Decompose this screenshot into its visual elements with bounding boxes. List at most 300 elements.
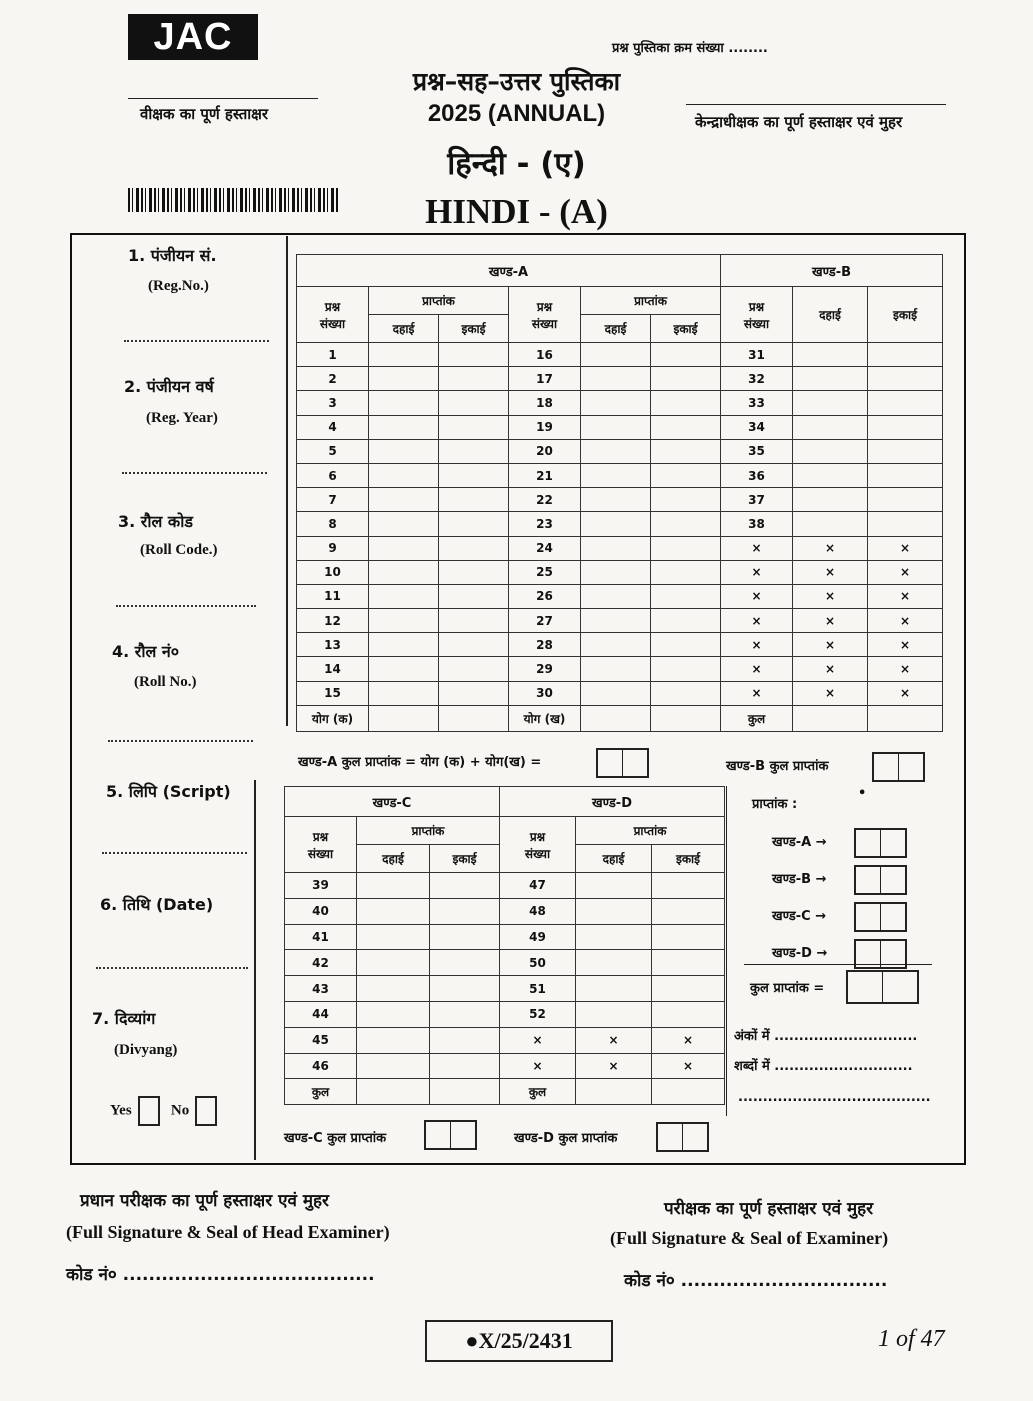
marks-cell[interactable] <box>652 1079 725 1105</box>
question-number: 9 <box>297 536 369 560</box>
cross-mark: × <box>868 584 943 608</box>
booklet-code: ●X/25/2431 <box>425 1320 613 1362</box>
table-row <box>297 560 943 584</box>
marks-cell[interactable] <box>793 463 868 487</box>
section-c-total-label: खण्ड-C कुल प्राप्तांक <box>284 1131 387 1146</box>
marks-cell[interactable] <box>581 657 651 681</box>
question-number: 8 <box>297 512 369 536</box>
marks-cell[interactable] <box>581 705 651 731</box>
marks-cell[interactable] <box>369 536 439 560</box>
marks-cell[interactable] <box>439 633 509 657</box>
cross-mark: × <box>793 657 868 681</box>
marks-cell[interactable] <box>576 976 652 1002</box>
marks-cell[interactable] <box>439 343 509 367</box>
booklet-title: प्रश्न–सह–उत्तर पुस्तिका <box>412 67 621 96</box>
table-row <box>285 924 725 950</box>
question-number: 17 <box>509 367 581 391</box>
cross-mark: × <box>868 609 943 633</box>
question-number: 6 <box>297 463 369 487</box>
marks-cell[interactable] <box>430 976 500 1002</box>
marks-cell[interactable] <box>439 681 509 705</box>
header-question: प्रश्न संख्या <box>297 287 369 343</box>
question-number: 2 <box>297 367 369 391</box>
field-date-label: 6. तिथि (Date) <box>100 895 214 914</box>
question-number: 37 <box>721 488 793 512</box>
marks-cell[interactable] <box>357 873 430 899</box>
section-a-title: खण्ड-A <box>297 255 721 287</box>
cross-mark: × <box>868 657 943 681</box>
marks-cell[interactable] <box>439 536 509 560</box>
marks-cell[interactable] <box>652 1001 725 1027</box>
marks-cell[interactable] <box>576 950 652 976</box>
table-row <box>297 367 943 391</box>
marks-cell[interactable] <box>439 705 509 731</box>
marks-cell[interactable] <box>369 439 439 463</box>
reg-no-input[interactable] <box>124 340 269 342</box>
marks-cell[interactable] <box>868 488 943 512</box>
cross-mark: × <box>793 536 868 560</box>
marks-cell[interactable] <box>651 367 721 391</box>
field-divyang-sub: (Divyang) <box>114 1042 178 1058</box>
field-reg-no-label: 1. पंजीयन सं. <box>128 246 217 265</box>
marks-cell[interactable] <box>369 343 439 367</box>
marks-cell[interactable] <box>651 584 721 608</box>
marks-cell[interactable] <box>652 924 725 950</box>
table-row <box>285 1053 725 1079</box>
marks-cell[interactable] <box>793 512 868 536</box>
marks-cell[interactable] <box>439 391 509 415</box>
centre-sign-line <box>686 104 946 105</box>
field-reg-no-sub: (Reg.No.) <box>148 278 209 294</box>
summary-item-label: खण्ड-D → <box>772 946 828 961</box>
question-number: 16 <box>509 343 581 367</box>
section-a-total-label: खण्ड-A कुल प्राप्तांक = योग (क) + योग(ख) = <box>298 755 542 770</box>
table-row <box>297 463 943 487</box>
cross-mark: × <box>721 584 793 608</box>
examiner-sign-english: (Full Signature & Seal of Examiner) <box>610 1228 889 1248</box>
field-roll-no-label: 4. रौल नं० <box>112 642 180 661</box>
marks-cell[interactable] <box>439 657 509 681</box>
left-column-separator <box>286 236 288 726</box>
question-number: 35 <box>721 439 793 463</box>
table-row <box>285 1001 725 1027</box>
marks-cell[interactable] <box>581 512 651 536</box>
marks-cell[interactable] <box>439 609 509 633</box>
question-number: 1 <box>297 343 369 367</box>
marks-table-a-b <box>296 254 943 732</box>
header-units: इकाई <box>651 315 721 343</box>
subject-english: HINDI - (A) <box>425 192 608 231</box>
marks-cell[interactable] <box>369 657 439 681</box>
question-number: 38 <box>721 512 793 536</box>
marks-cell[interactable] <box>651 681 721 705</box>
marks-cell[interactable] <box>651 657 721 681</box>
cross-mark: × <box>868 633 943 657</box>
header-tens: दहाई <box>369 315 439 343</box>
cross-mark: × <box>868 536 943 560</box>
table-row <box>285 976 725 1002</box>
question-number: 20 <box>509 439 581 463</box>
section-b-total-label-line: खण्ड-B कुल प्राप्तांक <box>726 759 829 774</box>
summary-item-boxes[interactable] <box>854 828 907 858</box>
marks-cell[interactable] <box>652 950 725 976</box>
summary-divider <box>744 964 932 965</box>
head-examiner-sign-hindi: प्रधान परीक्षक का पूर्ण हस्ताक्षर एवं मुहर <box>80 1191 330 1211</box>
question-number: 42 <box>285 950 357 976</box>
question-number: 18 <box>509 391 581 415</box>
marks-cell[interactable] <box>369 367 439 391</box>
cross-mark: × <box>576 1053 652 1079</box>
question-number: 36 <box>721 463 793 487</box>
roll-no-input[interactable] <box>108 740 253 742</box>
marks-cell[interactable] <box>357 1053 430 1079</box>
divyang-options: Yes No <box>110 1096 217 1126</box>
roll-code-input[interactable] <box>116 605 256 607</box>
question-number: 47 <box>500 873 576 899</box>
marks-cell[interactable] <box>430 1079 500 1105</box>
cross-mark: × <box>721 681 793 705</box>
marks-cell[interactable] <box>430 924 500 950</box>
table-row <box>285 950 725 976</box>
header-tens: दहाई <box>357 845 430 873</box>
question-number: 14 <box>297 657 369 681</box>
marks-cell[interactable] <box>581 415 651 439</box>
marks-cell[interactable] <box>651 463 721 487</box>
marks-cell[interactable] <box>357 1001 430 1027</box>
marks-cell[interactable] <box>793 367 868 391</box>
marks-cell[interactable] <box>793 343 868 367</box>
section-c-total-row-label: कुल <box>285 1079 357 1105</box>
marks-cell[interactable] <box>651 705 721 731</box>
header-tens: दहाई <box>576 845 652 873</box>
cross-mark: × <box>721 657 793 681</box>
question-number: 10 <box>297 560 369 584</box>
header-question: प्रश्न संख्या <box>721 287 793 343</box>
marks-cell[interactable] <box>430 1001 500 1027</box>
cross-mark: × <box>721 609 793 633</box>
marks-cell[interactable] <box>868 415 943 439</box>
question-number: 32 <box>721 367 793 391</box>
summary-item-boxes[interactable] <box>854 865 907 895</box>
table-row <box>297 488 943 512</box>
header-units: इकाई <box>430 845 500 873</box>
cross-mark: × <box>652 1053 725 1079</box>
table-row <box>297 391 943 415</box>
marks-cell[interactable] <box>369 705 439 731</box>
section-d-total-label: खण्ड-D कुल प्राप्तांक <box>514 1131 618 1146</box>
question-number: 52 <box>500 1001 576 1027</box>
head-examiner-sign-english: (Full Signature & Seal of Head Examiner) <box>66 1222 390 1242</box>
summary-item-label: खण्ड-A → <box>772 835 827 850</box>
total-in-words[interactable]: शब्दों में ............................ <box>734 1059 913 1074</box>
marks-cell[interactable] <box>793 391 868 415</box>
cross-mark: × <box>652 1027 725 1053</box>
question-number: 48 <box>500 898 576 924</box>
booklet-serial: प्रश्न पुस्तिका क्रम संख्या ........ <box>612 41 768 56</box>
marks-cell[interactable] <box>357 1079 430 1105</box>
question-number: 25 <box>509 560 581 584</box>
marks-cell[interactable] <box>576 1079 652 1105</box>
invigilator-sign-label: वीक्षक का पूर्ण हस्ताक्षर <box>140 105 269 123</box>
section-c-title: खण्ड-C <box>285 787 500 817</box>
section-a-total-boxes[interactable] <box>596 748 649 778</box>
script-input[interactable] <box>102 852 247 854</box>
reg-year-input[interactable] <box>122 472 267 474</box>
grand-total-boxes[interactable] <box>846 970 919 1004</box>
divyang-no-checkbox[interactable] <box>195 1096 217 1126</box>
marks-cell[interactable] <box>439 560 509 584</box>
marks-cell[interactable] <box>651 488 721 512</box>
marks-cell[interactable] <box>581 584 651 608</box>
marks-cell[interactable] <box>369 609 439 633</box>
marks-cell[interactable] <box>793 488 868 512</box>
page-number: 1 of 47 <box>878 1326 945 1352</box>
marks-cell[interactable] <box>651 415 721 439</box>
left-column-separator-lower <box>254 780 256 1160</box>
centre-sign-label: केन्द्राधीक्षक का पूर्ण हस्ताक्षर एवं मुहर <box>695 113 903 131</box>
summary-heading: प्राप्तांक : <box>752 797 798 812</box>
cross-mark: × <box>721 560 793 584</box>
question-number: 3 <box>297 391 369 415</box>
question-number: 31 <box>721 343 793 367</box>
question-number: 22 <box>509 488 581 512</box>
marks-cell[interactable] <box>369 681 439 705</box>
question-number: 49 <box>500 924 576 950</box>
summary-separator <box>726 786 727 1116</box>
marks-cell[interactable] <box>581 609 651 633</box>
date-input[interactable] <box>96 967 248 969</box>
marks-cell[interactable] <box>439 415 509 439</box>
question-number: 23 <box>509 512 581 536</box>
marks-cell[interactable] <box>576 924 652 950</box>
field-reg-year-sub: (Reg. Year) <box>146 410 218 426</box>
marks-cell[interactable] <box>868 463 943 487</box>
total-in-words-line2[interactable]: ....................................... <box>738 1090 931 1105</box>
marks-cell[interactable] <box>581 681 651 705</box>
marks-cell[interactable] <box>651 343 721 367</box>
header-question: प्रश्न संख्या <box>509 287 581 343</box>
marks-cell[interactable] <box>439 488 509 512</box>
marks-cell[interactable] <box>369 391 439 415</box>
table-row <box>285 898 725 924</box>
cross-mark: × <box>576 1027 652 1053</box>
table-row <box>297 536 943 560</box>
marks-cell[interactable] <box>581 633 651 657</box>
cross-mark: × <box>868 560 943 584</box>
marks-cell[interactable] <box>369 584 439 608</box>
marks-cell[interactable] <box>652 898 725 924</box>
question-number: 15 <box>297 681 369 705</box>
marks-cell[interactable] <box>868 439 943 463</box>
question-number: 5 <box>297 439 369 463</box>
question-number: 29 <box>509 657 581 681</box>
marks-cell[interactable] <box>576 898 652 924</box>
marks-cell[interactable] <box>793 415 868 439</box>
cross-mark: × <box>793 609 868 633</box>
marks-cell[interactable] <box>581 343 651 367</box>
marks-cell[interactable] <box>439 512 509 536</box>
question-number: 21 <box>509 463 581 487</box>
question-number: 11 <box>297 584 369 608</box>
cross-mark: × <box>793 584 868 608</box>
yog-ka-label: योग (क) <box>297 705 369 731</box>
question-number: 19 <box>509 415 581 439</box>
marks-cell[interactable] <box>430 1027 500 1053</box>
marks-cell[interactable] <box>651 536 721 560</box>
table-row <box>297 584 943 608</box>
divyang-yes-checkbox[interactable] <box>138 1096 160 1126</box>
question-number: 46 <box>285 1053 357 1079</box>
header-tens: दहाई <box>581 315 651 343</box>
question-number: 41 <box>285 924 357 950</box>
marks-cell[interactable] <box>439 463 509 487</box>
marks-cell[interactable] <box>439 367 509 391</box>
table-row <box>297 343 943 367</box>
table-row <box>285 1027 725 1053</box>
marks-cell[interactable] <box>868 705 943 731</box>
table-row <box>297 657 943 681</box>
marks-cell[interactable] <box>430 873 500 899</box>
marks-cell[interactable] <box>430 898 500 924</box>
field-reg-year-label: 2. पंजीयन वर्ष <box>124 377 214 396</box>
marks-table-c-d <box>284 786 725 1105</box>
examiner-sign-hindi: परीक्षक का पूर्ण हस्ताक्षर एवं मुहर <box>664 1199 874 1219</box>
stray-dot: • <box>858 786 867 801</box>
question-number: 44 <box>285 1001 357 1027</box>
marks-cell[interactable] <box>357 976 430 1002</box>
table-row <box>297 415 943 439</box>
marks-cell[interactable] <box>868 512 943 536</box>
question-number: 43 <box>285 976 357 1002</box>
marks-cell[interactable] <box>576 1001 652 1027</box>
marks-cell[interactable] <box>581 463 651 487</box>
table-row <box>297 609 943 633</box>
question-number: 26 <box>509 584 581 608</box>
question-number: 4 <box>297 415 369 439</box>
header-units: इकाई <box>652 845 725 873</box>
cross-mark: × <box>500 1027 576 1053</box>
cross-mark: × <box>868 681 943 705</box>
marks-cell[interactable] <box>651 391 721 415</box>
marks-cell[interactable] <box>576 873 652 899</box>
cross-mark: × <box>721 536 793 560</box>
marks-cell[interactable] <box>369 633 439 657</box>
header-marks: प्राप्तांक <box>581 287 721 315</box>
marks-cell[interactable] <box>369 415 439 439</box>
marks-cell[interactable] <box>868 391 943 415</box>
header-question: प्रश्न संख्या <box>500 817 576 873</box>
marks-cell[interactable] <box>357 1027 430 1053</box>
marks-cell[interactable] <box>581 488 651 512</box>
field-roll-code-sub: (Roll Code.) <box>140 542 218 558</box>
section-d-title: खण्ड-D <box>500 787 725 817</box>
head-examiner-code[interactable]: कोड नं० ....................................... <box>66 1265 375 1285</box>
marks-cell[interactable] <box>652 873 725 899</box>
summary-item-boxes[interactable] <box>854 902 907 932</box>
marks-cell[interactable] <box>369 512 439 536</box>
marks-cell[interactable] <box>581 439 651 463</box>
invigilator-sign-line <box>128 98 318 99</box>
grand-total-label: कुल प्राप्तांक = <box>750 981 825 996</box>
header-marks: प्राप्तांक <box>576 817 725 845</box>
cross-mark: × <box>793 681 868 705</box>
marks-cell[interactable] <box>868 367 943 391</box>
question-number: 28 <box>509 633 581 657</box>
marks-cell[interactable] <box>439 439 509 463</box>
field-roll-no-sub: (Roll No.) <box>134 674 197 690</box>
question-number: 7 <box>297 488 369 512</box>
marks-cell[interactable] <box>369 560 439 584</box>
marks-cell[interactable] <box>430 1053 500 1079</box>
question-number: 13 <box>297 633 369 657</box>
marks-cell[interactable] <box>651 512 721 536</box>
summary-item-label: खण्ड-C → <box>772 909 827 924</box>
cross-mark: × <box>721 633 793 657</box>
question-number: 39 <box>285 873 357 899</box>
marks-cell[interactable] <box>581 536 651 560</box>
header-units: इकाई <box>868 287 943 343</box>
section-d-total-row-label: कुल <box>500 1079 576 1105</box>
marks-cell[interactable] <box>439 584 509 608</box>
section-b-total-label: कुल <box>721 705 793 731</box>
total-in-digits[interactable]: अंकों में ............................. <box>734 1029 918 1044</box>
marks-cell[interactable] <box>369 463 439 487</box>
question-number: 33 <box>721 391 793 415</box>
header-marks: प्राप्तांक <box>357 817 500 845</box>
marks-cell[interactable] <box>369 488 439 512</box>
marks-cell[interactable] <box>357 924 430 950</box>
marks-cell[interactable] <box>793 439 868 463</box>
marks-cell[interactable] <box>652 976 725 1002</box>
header-units: इकाई <box>439 315 509 343</box>
cross-mark: × <box>793 560 868 584</box>
marks-cell[interactable] <box>357 898 430 924</box>
question-number: 51 <box>500 976 576 1002</box>
yog-kha-label: योग (ख) <box>509 705 581 731</box>
marks-cell[interactable] <box>793 705 868 731</box>
section-c-total-boxes[interactable] <box>424 1120 477 1150</box>
jac-logo: JAC <box>128 14 258 60</box>
marks-cell[interactable] <box>651 633 721 657</box>
examiner-code[interactable]: कोड नं० ................................ <box>624 1271 888 1291</box>
marks-cell[interactable] <box>581 560 651 584</box>
field-divyang-label: 7. दिव्यांग <box>92 1009 156 1028</box>
header-question: प्रश्न संख्या <box>285 817 357 873</box>
question-number: 27 <box>509 609 581 633</box>
field-script-label: 5. लिपि (Script) <box>106 782 231 801</box>
cross-mark: × <box>793 633 868 657</box>
question-number: 30 <box>509 681 581 705</box>
subject-hindi: हिन्दी - (ए) <box>447 146 586 182</box>
marks-cell[interactable] <box>651 439 721 463</box>
question-number: 24 <box>509 536 581 560</box>
question-number: 34 <box>721 415 793 439</box>
cross-mark: × <box>500 1053 576 1079</box>
section-b-total-boxes[interactable] <box>872 752 925 782</box>
marks-cell[interactable] <box>581 391 651 415</box>
section-d-total-boxes[interactable] <box>656 1122 709 1152</box>
table-row <box>297 681 943 705</box>
summary-item-label: खण्ड-B → <box>772 872 827 887</box>
marks-cell[interactable] <box>651 560 721 584</box>
header-tens: दहाई <box>793 287 868 343</box>
marks-cell[interactable] <box>430 950 500 976</box>
marks-cell[interactable] <box>357 950 430 976</box>
marks-cell[interactable] <box>651 609 721 633</box>
marks-cell[interactable] <box>581 367 651 391</box>
section-b-title: खण्ड-B <box>721 255 943 287</box>
marks-cell[interactable] <box>868 343 943 367</box>
